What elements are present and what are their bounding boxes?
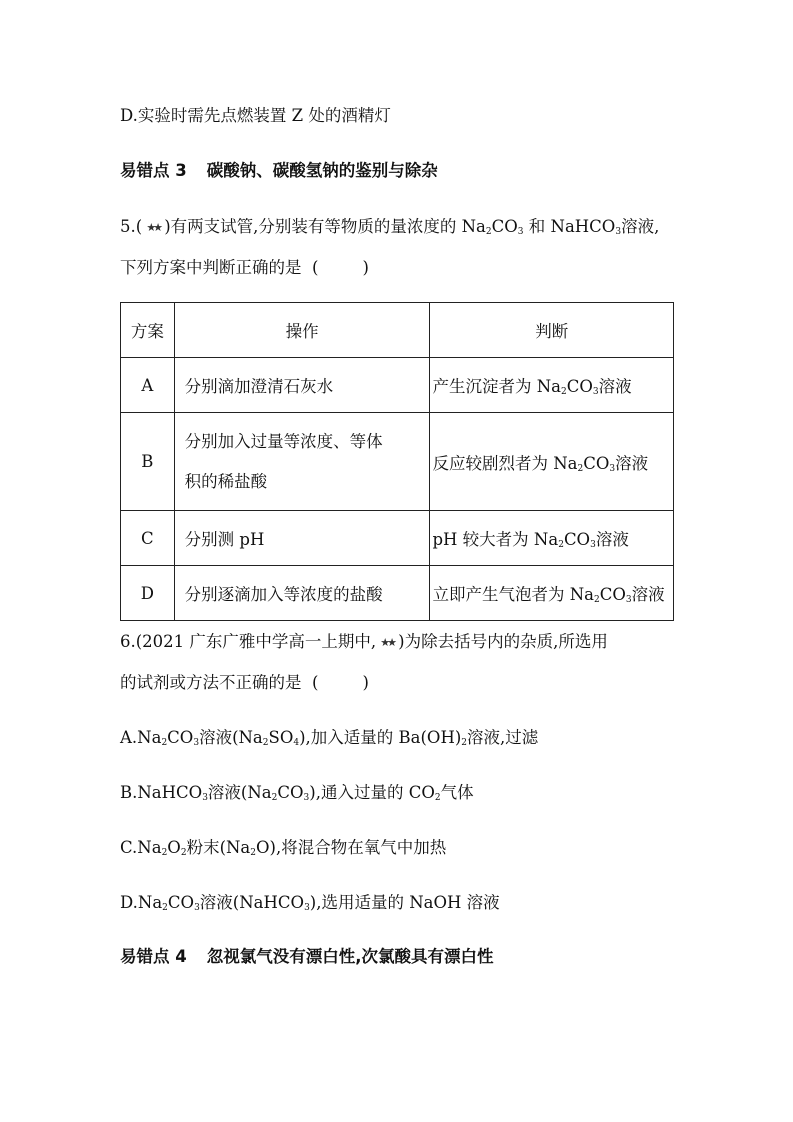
question-6-line-2: 的试剂或方法不正确的是 ( ) [120, 673, 369, 692]
table-row: B 分别加入过量等浓度、等体 积的稀盐酸 反应较剧烈者为 $Na_2CO_3$溶液 [121, 413, 674, 511]
header-operation: 操作 [174, 303, 430, 358]
section-label: 易错点 4 [120, 947, 187, 966]
option-b: B.NaHCO$_3$溶液$(Na_2CO_3)$,通入过量的 $CO_2$气体 [120, 783, 474, 803]
section-title: 碳酸钠、碳酸氢钠的鉴别与除杂 [206, 161, 438, 180]
section-title: 忽视氯气没有漂白性,次氯酸具有漂白性 [206, 947, 494, 966]
section-label: 易错点 3 [120, 161, 187, 180]
table-header-row [121, 303, 674, 358]
option-a: $A.Na_2CO_3$溶液$(Na_2SO_4)$,加入适量的 $Ba(OH)_2$溶液,过滤 [120, 728, 539, 748]
option-c: $C.Na_2O_2$粉末$(Na_2O)$,将混合物在氧气中加热 [120, 838, 447, 858]
question-5-line-2: 下列方案中判断正确的是 ( ) [120, 258, 369, 277]
header-plan: 方案 [121, 303, 175, 358]
option-d: $D.Na_2CO_3$溶液(NaHCO$_3$),选用适量的 NaOH 溶液 [120, 893, 500, 913]
two-star-difficulty-icon: ★★ [380, 636, 395, 649]
options-table [120, 302, 674, 621]
table-row: C 分别测 pH pH 较大者为 $Na_2CO_3$溶液 [121, 511, 674, 566]
section-heading-4 [120, 949, 494, 966]
table-row: A 分别滴加澄清石灰水 产生沉淀者为 $Na_2CO_3$溶液 [121, 358, 674, 413]
table-row: D 分别逐滴加入等浓度的盐酸 立即产生气泡者为 $Na_2CO_3$溶液 [121, 566, 674, 621]
header-judgement: 判断 [430, 303, 674, 358]
question-5-line-1: 5.( ★★ )有两支试管,分别装有等物质的量浓度的 $Na_2CO_3$ 和 NaHCO$_3$溶液, [120, 217, 660, 237]
two-star-difficulty-icon: ★★ [146, 221, 161, 234]
prev-option-d: D.实验时需先点燃装置 Z 处的酒精灯 [120, 106, 391, 125]
question-6-line-1: 6.(2021 广东广雅中学高一上期中, ★★ )为除去括号内的杂质,所选用 [120, 632, 608, 651]
section-heading-3 [120, 163, 438, 180]
